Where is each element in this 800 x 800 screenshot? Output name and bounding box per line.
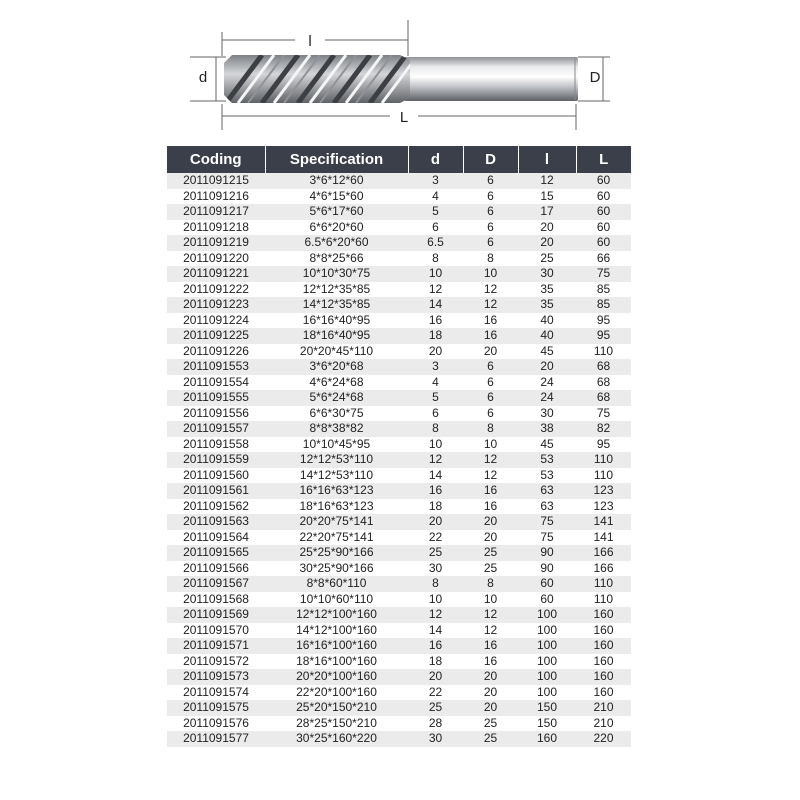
cell-L: 85 — [576, 282, 631, 298]
cell-specification: 6*6*30*75 — [265, 406, 408, 422]
table-row — [167, 452, 631, 468]
cell-l: 45 — [518, 437, 576, 453]
cell-d: 4 — [408, 189, 463, 205]
tool-flutes — [220, 52, 415, 107]
cell-l: 90 — [518, 561, 576, 577]
cell-L: 60 — [576, 204, 631, 220]
header-d: d — [408, 146, 463, 173]
cell-d: 8 — [408, 421, 463, 437]
cell-coding: 2011091220 — [167, 251, 265, 267]
cell-L: 60 — [576, 173, 631, 189]
cell-l: 63 — [518, 499, 576, 515]
cell-D: 6 — [463, 189, 518, 205]
table-header-row — [167, 146, 631, 173]
cell-l: 40 — [518, 313, 576, 329]
cell-l: 15 — [518, 189, 576, 205]
header-specification: Specification — [265, 146, 408, 173]
cell-coding: 2011091562 — [167, 499, 265, 515]
cell-specification: 25*25*90*166 — [265, 545, 408, 561]
cell-coding: 2011091222 — [167, 282, 265, 298]
dimension-D — [578, 57, 610, 101]
cell-specification: 18*16*100*160 — [265, 654, 408, 670]
cell-l: 75 — [518, 514, 576, 530]
cell-coding: 2011091216 — [167, 189, 265, 205]
cell-L: 82 — [576, 421, 631, 437]
cell-D: 12 — [463, 452, 518, 468]
cell-specification: 4*6*24*68 — [265, 375, 408, 391]
cell-L: 95 — [576, 437, 631, 453]
label-shank-diameter: D — [589, 69, 601, 86]
cell-L: 110 — [576, 468, 631, 484]
cell-d: 4 — [408, 375, 463, 391]
cell-coding: 2011091558 — [167, 437, 265, 453]
cell-d: 25 — [408, 700, 463, 716]
table-row — [167, 390, 631, 406]
cell-l: 100 — [518, 607, 576, 623]
specification-table — [167, 146, 631, 747]
cell-d: 20 — [408, 669, 463, 685]
cell-l: 90 — [518, 545, 576, 561]
cell-L: 166 — [576, 545, 631, 561]
table-row — [167, 421, 631, 437]
cell-L: 160 — [576, 623, 631, 639]
cell-d: 8 — [408, 251, 463, 267]
cell-specification: 10*10*30*75 — [265, 266, 408, 282]
cell-l: 160 — [518, 731, 576, 747]
cell-coding: 2011091565 — [167, 545, 265, 561]
cell-coding: 2011091573 — [167, 669, 265, 685]
cell-coding: 2011091568 — [167, 592, 265, 608]
cell-specification: 6*6*20*60 — [265, 220, 408, 236]
cell-specification: 20*20*75*141 — [265, 514, 408, 530]
cell-specification: 16*16*100*160 — [265, 638, 408, 654]
cell-specification: 14*12*35*85 — [265, 297, 408, 313]
cell-specification: 6.5*6*20*60 — [265, 235, 408, 251]
cell-coding: 2011091575 — [167, 700, 265, 716]
cell-d: 30 — [408, 731, 463, 747]
cell-coding: 2011091561 — [167, 483, 265, 499]
cell-d: 18 — [408, 328, 463, 344]
cell-D: 20 — [463, 530, 518, 546]
header-L: L — [576, 146, 631, 173]
table-row — [167, 204, 631, 220]
cell-coding: 2011091224 — [167, 313, 265, 329]
dimension-L — [222, 104, 576, 130]
cell-coding: 2011091560 — [167, 468, 265, 484]
cell-D: 6 — [463, 173, 518, 189]
table-row — [167, 220, 631, 236]
cell-specification: 12*12*35*85 — [265, 282, 408, 298]
cell-coding: 2011091570 — [167, 623, 265, 639]
cell-coding: 2011091221 — [167, 266, 265, 282]
table-row — [167, 297, 631, 313]
cell-D: 25 — [463, 545, 518, 561]
table-row — [167, 623, 631, 639]
cell-D: 8 — [463, 576, 518, 592]
cell-D: 10 — [463, 437, 518, 453]
cell-l: 53 — [518, 452, 576, 468]
label-flute-length: l — [308, 33, 312, 50]
cell-l: 60 — [518, 576, 576, 592]
cell-D: 10 — [463, 266, 518, 282]
cell-l: 45 — [518, 344, 576, 360]
cell-d: 14 — [408, 468, 463, 484]
cell-coding: 2011091555 — [167, 390, 265, 406]
cell-L: 141 — [576, 514, 631, 530]
label-overall-length: L — [399, 109, 409, 126]
cell-coding: 2011091556 — [167, 406, 265, 422]
cell-d: 14 — [408, 623, 463, 639]
cell-d: 18 — [408, 499, 463, 515]
cell-D: 16 — [463, 483, 518, 499]
cell-specification: 22*20*75*141 — [265, 530, 408, 546]
cell-L: 75 — [576, 266, 631, 282]
cell-l: 35 — [518, 282, 576, 298]
cell-specification: 12*12*53*110 — [265, 452, 408, 468]
table-row — [167, 437, 631, 453]
cell-D: 8 — [463, 251, 518, 267]
cell-L: 160 — [576, 654, 631, 670]
cell-d: 6 — [408, 220, 463, 236]
cell-d: 12 — [408, 282, 463, 298]
table-row — [167, 344, 631, 360]
cell-L: 166 — [576, 561, 631, 577]
cell-L: 110 — [576, 592, 631, 608]
end-mill-dimension-diagram — [0, 0, 800, 140]
cell-D: 16 — [463, 328, 518, 344]
cell-d: 6.5 — [408, 235, 463, 251]
table-row — [167, 313, 631, 329]
cell-coding: 2011091217 — [167, 204, 265, 220]
table-row — [167, 731, 631, 747]
cell-L: 60 — [576, 220, 631, 236]
cell-l: 40 — [518, 328, 576, 344]
cell-specification: 8*8*60*110 — [265, 576, 408, 592]
cell-specification: 25*20*150*210 — [265, 700, 408, 716]
cell-L: 160 — [576, 669, 631, 685]
cell-L: 160 — [576, 607, 631, 623]
cell-specification: 5*6*24*68 — [265, 390, 408, 406]
cell-L: 66 — [576, 251, 631, 267]
cell-specification: 3*6*12*60 — [265, 173, 408, 189]
table-row — [167, 359, 631, 375]
table-row — [167, 328, 631, 344]
cell-D: 6 — [463, 390, 518, 406]
cell-D: 12 — [463, 468, 518, 484]
cell-d: 16 — [408, 483, 463, 499]
cell-D: 6 — [463, 220, 518, 236]
cell-l: 17 — [518, 204, 576, 220]
cell-L: 210 — [576, 700, 631, 716]
cell-coding: 2011091571 — [167, 638, 265, 654]
table-row — [167, 654, 631, 670]
table-row — [167, 576, 631, 592]
cell-specification: 4*6*15*60 — [265, 189, 408, 205]
cell-coding: 2011091226 — [167, 344, 265, 360]
cell-D: 12 — [463, 623, 518, 639]
cell-L: 123 — [576, 483, 631, 499]
cell-specification: 16*16*40*95 — [265, 313, 408, 329]
cell-d: 25 — [408, 545, 463, 561]
table-row — [167, 561, 631, 577]
cell-l: 100 — [518, 638, 576, 654]
header-coding: Coding — [167, 146, 265, 173]
cell-l: 100 — [518, 623, 576, 639]
cell-D: 6 — [463, 406, 518, 422]
cell-d: 16 — [408, 313, 463, 329]
table-row — [167, 514, 631, 530]
cell-specification: 18*16*40*95 — [265, 328, 408, 344]
cell-l: 24 — [518, 375, 576, 391]
table-row — [167, 499, 631, 515]
cell-D: 12 — [463, 297, 518, 313]
cell-D: 10 — [463, 592, 518, 608]
cell-coding: 2011091219 — [167, 235, 265, 251]
label-cutting-diameter: d — [198, 69, 208, 86]
table-row — [167, 700, 631, 716]
cell-coding: 2011091553 — [167, 359, 265, 375]
cell-l: 12 — [518, 173, 576, 189]
cell-d: 5 — [408, 390, 463, 406]
cell-D: 20 — [463, 685, 518, 701]
table-row — [167, 468, 631, 484]
cell-l: 75 — [518, 530, 576, 546]
cell-d: 10 — [408, 266, 463, 282]
cell-L: 68 — [576, 390, 631, 406]
cell-d: 3 — [408, 173, 463, 189]
cell-D: 20 — [463, 700, 518, 716]
cell-specification: 10*10*60*110 — [265, 592, 408, 608]
cell-D: 6 — [463, 235, 518, 251]
table-row — [167, 406, 631, 422]
cell-d: 3 — [408, 359, 463, 375]
cell-d: 14 — [408, 297, 463, 313]
table-row — [167, 685, 631, 701]
dimension-d — [190, 57, 226, 101]
cell-specification: 10*10*45*95 — [265, 437, 408, 453]
dimension-l — [222, 20, 408, 56]
cell-specification: 8*8*25*66 — [265, 251, 408, 267]
cell-L: 68 — [576, 359, 631, 375]
cell-d: 8 — [408, 576, 463, 592]
cell-coding: 2011091557 — [167, 421, 265, 437]
cell-l: 53 — [518, 468, 576, 484]
cell-L: 160 — [576, 685, 631, 701]
cell-D: 25 — [463, 731, 518, 747]
cell-coding: 2011091566 — [167, 561, 265, 577]
cell-coding: 2011091554 — [167, 375, 265, 391]
cell-specification: 30*25*160*220 — [265, 731, 408, 747]
cell-D: 16 — [463, 638, 518, 654]
cell-l: 100 — [518, 669, 576, 685]
cell-d: 22 — [408, 685, 463, 701]
cell-coding: 2011091572 — [167, 654, 265, 670]
table-row — [167, 282, 631, 298]
table-row — [167, 669, 631, 685]
cell-specification: 5*6*17*60 — [265, 204, 408, 220]
cell-d: 10 — [408, 592, 463, 608]
cell-l: 150 — [518, 700, 576, 716]
cell-D: 20 — [463, 514, 518, 530]
cell-l: 30 — [518, 406, 576, 422]
cell-D: 8 — [463, 421, 518, 437]
table-row — [167, 189, 631, 205]
cell-d: 12 — [408, 452, 463, 468]
cell-coding: 2011091569 — [167, 607, 265, 623]
cell-l: 24 — [518, 390, 576, 406]
cell-l: 20 — [518, 220, 576, 236]
table-body — [167, 173, 631, 747]
cell-d: 20 — [408, 514, 463, 530]
table-row — [167, 173, 631, 189]
cell-D: 20 — [463, 344, 518, 360]
cell-d: 16 — [408, 638, 463, 654]
cell-d: 20 — [408, 344, 463, 360]
cell-coding: 2011091577 — [167, 731, 265, 747]
table-row — [167, 483, 631, 499]
cell-D: 20 — [463, 669, 518, 685]
cell-L: 160 — [576, 638, 631, 654]
cell-L: 110 — [576, 452, 631, 468]
table-row — [167, 592, 631, 608]
cell-l: 100 — [518, 685, 576, 701]
cell-specification: 30*25*90*166 — [265, 561, 408, 577]
cell-d: 6 — [408, 406, 463, 422]
cell-L: 68 — [576, 375, 631, 391]
cell-coding: 2011091225 — [167, 328, 265, 344]
table-row — [167, 716, 631, 732]
table-row — [167, 530, 631, 546]
cell-l: 35 — [518, 297, 576, 313]
cell-coding: 2011091567 — [167, 576, 265, 592]
cell-l: 20 — [518, 235, 576, 251]
cell-L: 95 — [576, 328, 631, 344]
cell-specification: 20*20*45*110 — [265, 344, 408, 360]
cell-d: 12 — [408, 607, 463, 623]
cell-L: 123 — [576, 499, 631, 515]
cell-coding: 2011091564 — [167, 530, 265, 546]
cell-l: 60 — [518, 592, 576, 608]
cell-D: 25 — [463, 561, 518, 577]
cell-l: 25 — [518, 251, 576, 267]
cell-specification: 14*12*53*110 — [265, 468, 408, 484]
cell-L: 110 — [576, 344, 631, 360]
table-row — [167, 266, 631, 282]
cell-l: 150 — [518, 716, 576, 732]
header-D: D — [463, 146, 518, 173]
cell-specification: 22*20*100*160 — [265, 685, 408, 701]
cell-coding: 2011091218 — [167, 220, 265, 236]
cell-d: 5 — [408, 204, 463, 220]
cell-L: 60 — [576, 235, 631, 251]
cell-L: 210 — [576, 716, 631, 732]
cell-specification: 28*25*150*210 — [265, 716, 408, 732]
cell-l: 30 — [518, 266, 576, 282]
cell-l: 20 — [518, 359, 576, 375]
cell-specification: 20*20*100*160 — [265, 669, 408, 685]
cell-D: 25 — [463, 716, 518, 732]
cell-L: 95 — [576, 313, 631, 329]
cell-d: 30 — [408, 561, 463, 577]
cell-coding: 2011091559 — [167, 452, 265, 468]
table-row — [167, 545, 631, 561]
cell-specification: 12*12*100*160 — [265, 607, 408, 623]
cell-D: 12 — [463, 607, 518, 623]
cell-d: 18 — [408, 654, 463, 670]
cell-D: 16 — [463, 654, 518, 670]
cell-D: 6 — [463, 375, 518, 391]
tool-shank — [404, 57, 578, 101]
table-row — [167, 235, 631, 251]
cell-coding: 2011091223 — [167, 297, 265, 313]
table-row — [167, 638, 631, 654]
cell-L: 110 — [576, 576, 631, 592]
cell-coding: 2011091563 — [167, 514, 265, 530]
cell-d: 22 — [408, 530, 463, 546]
cell-l: 38 — [518, 421, 576, 437]
cell-L: 141 — [576, 530, 631, 546]
cell-d: 28 — [408, 716, 463, 732]
cell-coding: 2011091574 — [167, 685, 265, 701]
cell-l: 63 — [518, 483, 576, 499]
cell-coding: 2011091576 — [167, 716, 265, 732]
cell-l: 100 — [518, 654, 576, 670]
table-row — [167, 375, 631, 391]
cell-specification: 18*16*63*123 — [265, 499, 408, 515]
cell-specification: 16*16*63*123 — [265, 483, 408, 499]
cell-d: 10 — [408, 437, 463, 453]
cell-D: 16 — [463, 499, 518, 515]
cell-L: 85 — [576, 297, 631, 313]
cell-D: 6 — [463, 204, 518, 220]
cell-L: 220 — [576, 731, 631, 747]
table-row — [167, 251, 631, 267]
header-l: l — [518, 146, 576, 173]
cell-specification: 14*12*100*160 — [265, 623, 408, 639]
cell-D: 16 — [463, 313, 518, 329]
cell-D: 6 — [463, 359, 518, 375]
cell-specification: 8*8*38*82 — [265, 421, 408, 437]
cell-specification: 3*6*20*68 — [265, 359, 408, 375]
cell-D: 12 — [463, 282, 518, 298]
table-row — [167, 607, 631, 623]
cell-coding: 2011091215 — [167, 173, 265, 189]
cell-L: 60 — [576, 189, 631, 205]
cell-L: 75 — [576, 406, 631, 422]
